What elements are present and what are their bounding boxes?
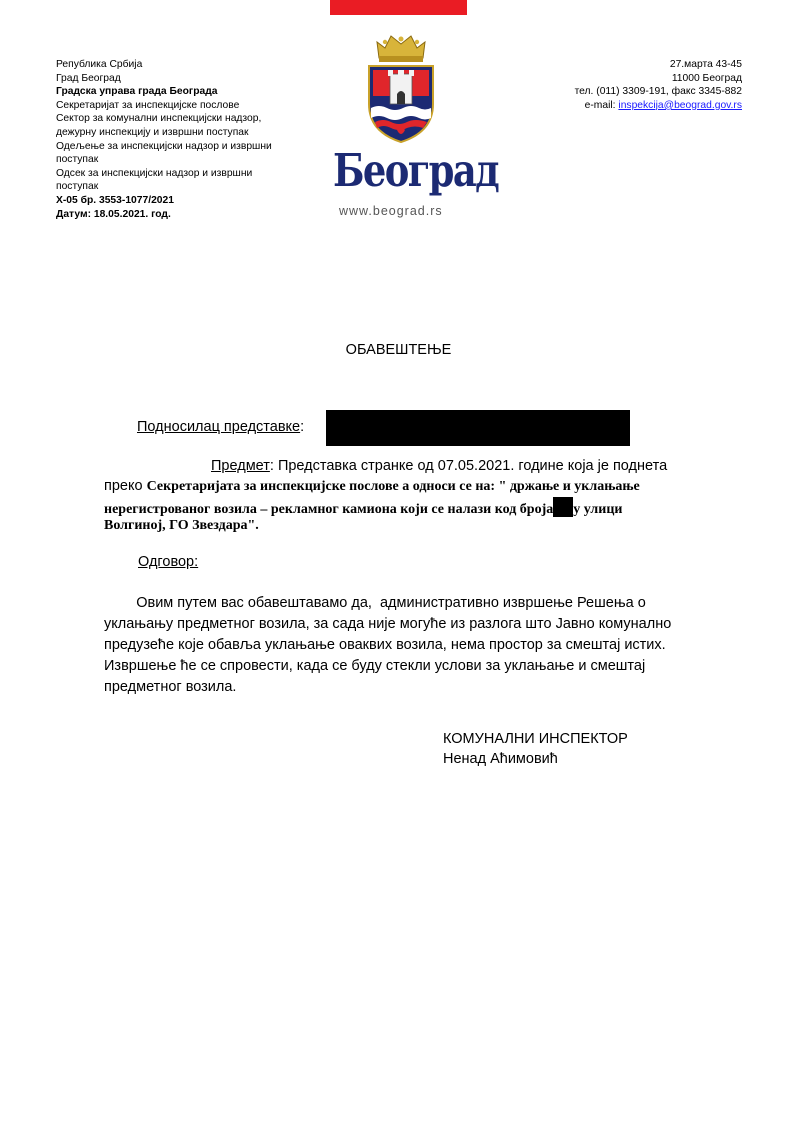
subject-text-3b: у улици xyxy=(573,502,623,517)
belgrade-crest-icon xyxy=(363,28,439,148)
header-line: дежурну инспекцију и извршни поступак xyxy=(56,126,249,138)
sender-header xyxy=(56,58,306,221)
header-line: поступак xyxy=(56,154,99,166)
body-line: Извршење ће се спровести, када се буду стекли услови за уклањање и смештај xyxy=(104,658,646,674)
header-line: поступак xyxy=(56,181,99,193)
header-line: Секретаријат за инспекцијске послове xyxy=(56,99,240,111)
redacted-house-number xyxy=(553,497,573,517)
document-title: ОБАВЕШТЕЊЕ xyxy=(345,342,452,358)
beograd-wordmark: Београд xyxy=(333,144,499,197)
header-line: Град Београд xyxy=(56,72,121,84)
subject-line-1 xyxy=(211,458,667,474)
case-number: Х-05 бр. 3553-1077/2021 xyxy=(56,194,174,206)
header-line: Градска управа града Београда xyxy=(56,86,218,98)
body-line: предузеће које обавља уклањање оваквих возила, нема простор за смештај истих. xyxy=(104,637,666,653)
top-red-bar xyxy=(330,0,467,15)
header-line: Одсек за инспекцијски надзор и извршни xyxy=(56,167,253,179)
signature-name: Ненад Аћимовић xyxy=(443,751,558,767)
subject-prefix: преко xyxy=(104,478,147,494)
email-link[interactable]: inspekcija@beograd.gov.rs xyxy=(618,99,742,111)
subject-line-2 xyxy=(104,478,640,495)
city: 11000 Београд xyxy=(671,72,742,84)
subject-text-3a: нерегистрованог возила – рекламног камиона који се налази код броја xyxy=(104,502,554,517)
email-label: e-mail: xyxy=(584,99,619,111)
answer-label: Одговор: xyxy=(138,554,199,570)
website-url: www.beograd.rs xyxy=(339,204,443,218)
subject-line-3 xyxy=(104,497,622,518)
submitter-line xyxy=(137,419,304,435)
subject-text-2: Секретаријата за инспекцијске послове а односи се на: " држање и уклањање xyxy=(146,479,640,494)
header-line: Сектор за комунални инспекцијски надзор, xyxy=(56,113,262,125)
address: 27.марта 43-45 xyxy=(669,59,742,70)
body-paragraph xyxy=(104,593,724,698)
submitter-label: Подносилац представке xyxy=(137,419,301,435)
body-line: предметног возила. xyxy=(104,679,237,695)
subject-line-4: Волгиној, ГО Звездара". xyxy=(104,518,259,533)
signature-title: КОМУНАЛНИ ИНСПЕКТОР xyxy=(443,731,628,747)
header-line: Одељење за инспекцијски надзор и извршни xyxy=(56,140,272,152)
signature-block xyxy=(443,729,628,769)
subject-label: Предмет xyxy=(211,458,270,474)
body-line: уклањању предметног возила, за сада није могуће из разлога што Јавно комунално xyxy=(104,616,672,632)
submitter-colon: : xyxy=(300,419,305,435)
document-date: Датум: 18.05.2021. год. xyxy=(56,208,171,220)
body-line: Овим путем вас обавештавамо да, административно извршење Решења о xyxy=(104,595,646,611)
subject-text-1: : Представка странке од 07.05.2021. године која је поднета xyxy=(269,458,668,474)
redacted-submitter-name xyxy=(326,410,630,446)
header-line: Република Србија xyxy=(56,59,143,70)
phone-fax: тел. (011) 3309-191, факс 3345-882 xyxy=(574,86,742,98)
contact-header xyxy=(575,58,742,112)
email-line xyxy=(575,99,742,113)
